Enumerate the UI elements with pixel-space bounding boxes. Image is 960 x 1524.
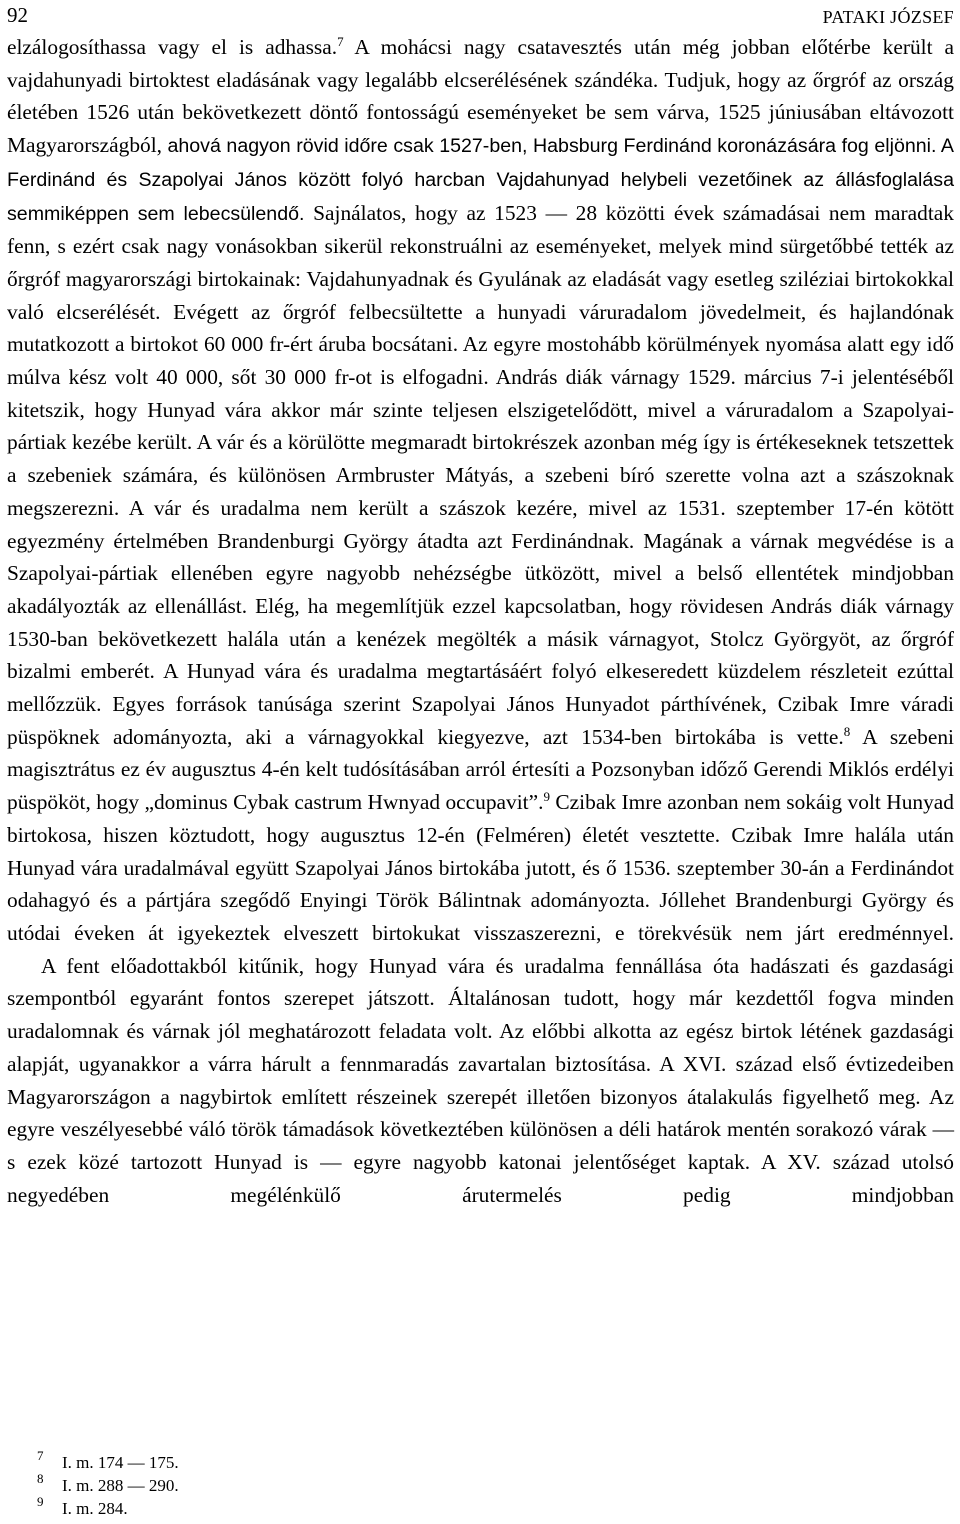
text-segment: A mohácsi nagy csatavesztés után még jobban előtérbe került a vajdahunyadi birtoktest eladásának vagy legalább elcserélésének szándéka. Tudjuk, hogy az őrgróf az ország életében 1526 után bekövetkezett döntő fontosságú eseményeket be sem várva, 1525 júniusában eltávozott Magyarországból,: [7, 35, 954, 158]
footnote-text: I. m. 284.: [62, 1499, 128, 1518]
footnote-text: I. m. 174 — 175.: [62, 1453, 179, 1472]
running-header: [7, 0, 954, 30]
footnote-number: 9: [37, 1494, 44, 1509]
text-segment: elzálogosíthassa vagy el is adhassa.: [7, 35, 338, 59]
document-page: [7, 0, 954, 1211]
footnote-number: 7: [37, 1448, 44, 1463]
footnote-number: 8: [37, 1471, 44, 1486]
text-segment: Sajnálatos, hogy az 1523 — 28 közötti évek számadásai nem maradtak fenn, s ezért csak nagy vonásokban sikerül rekonstruálni az eseményeket, melyek mind sürgetőbbé tették az őrgróf magyarországi birtokainak: Vajdahunyadnak és Gyulának az eladását vagy esetleg sziléziai birtokokkal való elcserélését. Evégett az őrgróf felbecsültette a hunyadi váruradalom jövedelmeit, és hajlandónak mutatkozott a birtokot 60 000 fr-ért áruba bocsátani. Az egyre mostohább körülmények nyomása alatt egy idő múlva kész volt 40 000, sőt 30 000 fr-ot is elfogadni. András diák várnagy 1529. március 7-i jelentéséből kitetszik, hogy Hunyad vára akkor már szinte teljesen elszigetelődött, mivel a váruradalom a Szapolyai-pártiak kezébe került. A vár és a körülötte megmaradt birtokrészek azonban még így is értékeseknek tetszettek a szebeniek számára, és különösen Armbruster Mátyás, a szebeni bíró szerette volna azt a szászoknak megszerezni. A vár és uradalma nem került a szászok kezére, mivel az 1531. szeptember 17-én kötött egyezmény értelmében Brandenburgi György átadta azt Ferdinándnak. Magának a várnak megvédése is a Szapolyai-pártiak ellenében egyre nagyobb nehézségbe ütközött, mivel a belső ellentétek mindjobban akadályozták az ellenállást. Elég, ha megemlítjük ezzel kapcsolatban, hogy rövidesen András diák várnagy 1530-ban bekövetkezett halála után a kenézek megölték a másik várnagyot, Stolcz Györgyöt, az őrgróf bizalmi emberét. A Hunyad vára és uradalma megtartásáért folyó elkeseredett küzdelem részleteit ezúttal mellőzzük. Egyes források tanúsága szerint Szapolyai János Hunyadot párthívének, Czibak Imre váradi püspöknek adományozta, aki a várnagyokkal kiegyezve, azt 1534-ben birtokába is vette.: [7, 200, 955, 749]
text-segment: A szebeni magisztrátus ez év augusztus 4-én kelt tudósításában arról értesíti a Pozsonyban időző Gerendi Miklós erdélyi püspököt, hogy „dominus Cybak castrum Hwnyad occupavit”.: [7, 724, 954, 815]
text-segment: A fent előadottakból kitűnik, hogy Hunyad vára és uradalma fennállása óta hadászati és gazdasági szempontból egyaránt fontos szerepet játszott. Általánosan tudott, hogy már kezdettől fogva minden uradalomnak és várnak jól meghatározott feladata volt. Az előbbi alkotta az egész birtok létének gazdasági alapját, ugyanakkor a várra hárult a fennmaradás zavartalan biztosítása. A XVI. század első évtizedeiben Magyarországon a nagybirtok említett részeinek szerepét illetően bizonyos átalakulás figyelhető meg. Az egyre veszélyesebbé váló török támadások következtében különösen a déli határok mentén sorakozó várak — s ezek közé tartozott Hunyad is — egyre nagyobb katonai jelentőséget kaptak. A XV. század utolsó negyedében megélénkülő árutermelés pedig mindjobban: [7, 953, 954, 1207]
footnote: [7, 1448, 407, 1474]
text-segment: Czibak Imre azonban nem sokáig volt Hunyad birtokosa, hiszen köztudott, hogy augusztus 12-én (Felméren) életét vesztette. Czibak Imre halála után Hunyad vára uradalmával együtt Szapolyai János birtokába jutott, és ő 1536. szeptember 30-án a Ferdinándot odahagyó és a pártjára szegődő Enyingi Török Bálintnak adományozta. Jóllehet Brandenburgi György és utódai éveken át igyekeztek elveszett birtokukat visszaszerezni, e törekvésük nem járt eredménnyel.: [7, 790, 954, 945]
paragraph-1: [7, 31, 954, 950]
main-text: [7, 31, 954, 1211]
footnote-ref-9: 9: [543, 789, 550, 805]
footnote-ref-8: 8: [843, 723, 851, 739]
footnote: [7, 1494, 407, 1520]
page-number: 92: [7, 3, 28, 27]
footnotes: [7, 1448, 407, 1520]
text-segment-sans: ahová nagyon rövid időre csak 1527-ben, Habsburg Ferdinánd koronázására fog eljönni. A Ferdinánd és Szapolyai János között folyó harcban Vajdahunyad helybeli vezetőinek az állásfoglalása semmiképpen sem lebecsülendő.: [7, 135, 954, 225]
footnote-ref-7: 7: [337, 33, 344, 49]
paragraph-2: [7, 950, 954, 1212]
running-title: PATAKI JÓZSEF: [822, 7, 954, 27]
footnote-text: I. m. 288 — 290.: [62, 1476, 179, 1495]
footnote: [7, 1471, 407, 1497]
